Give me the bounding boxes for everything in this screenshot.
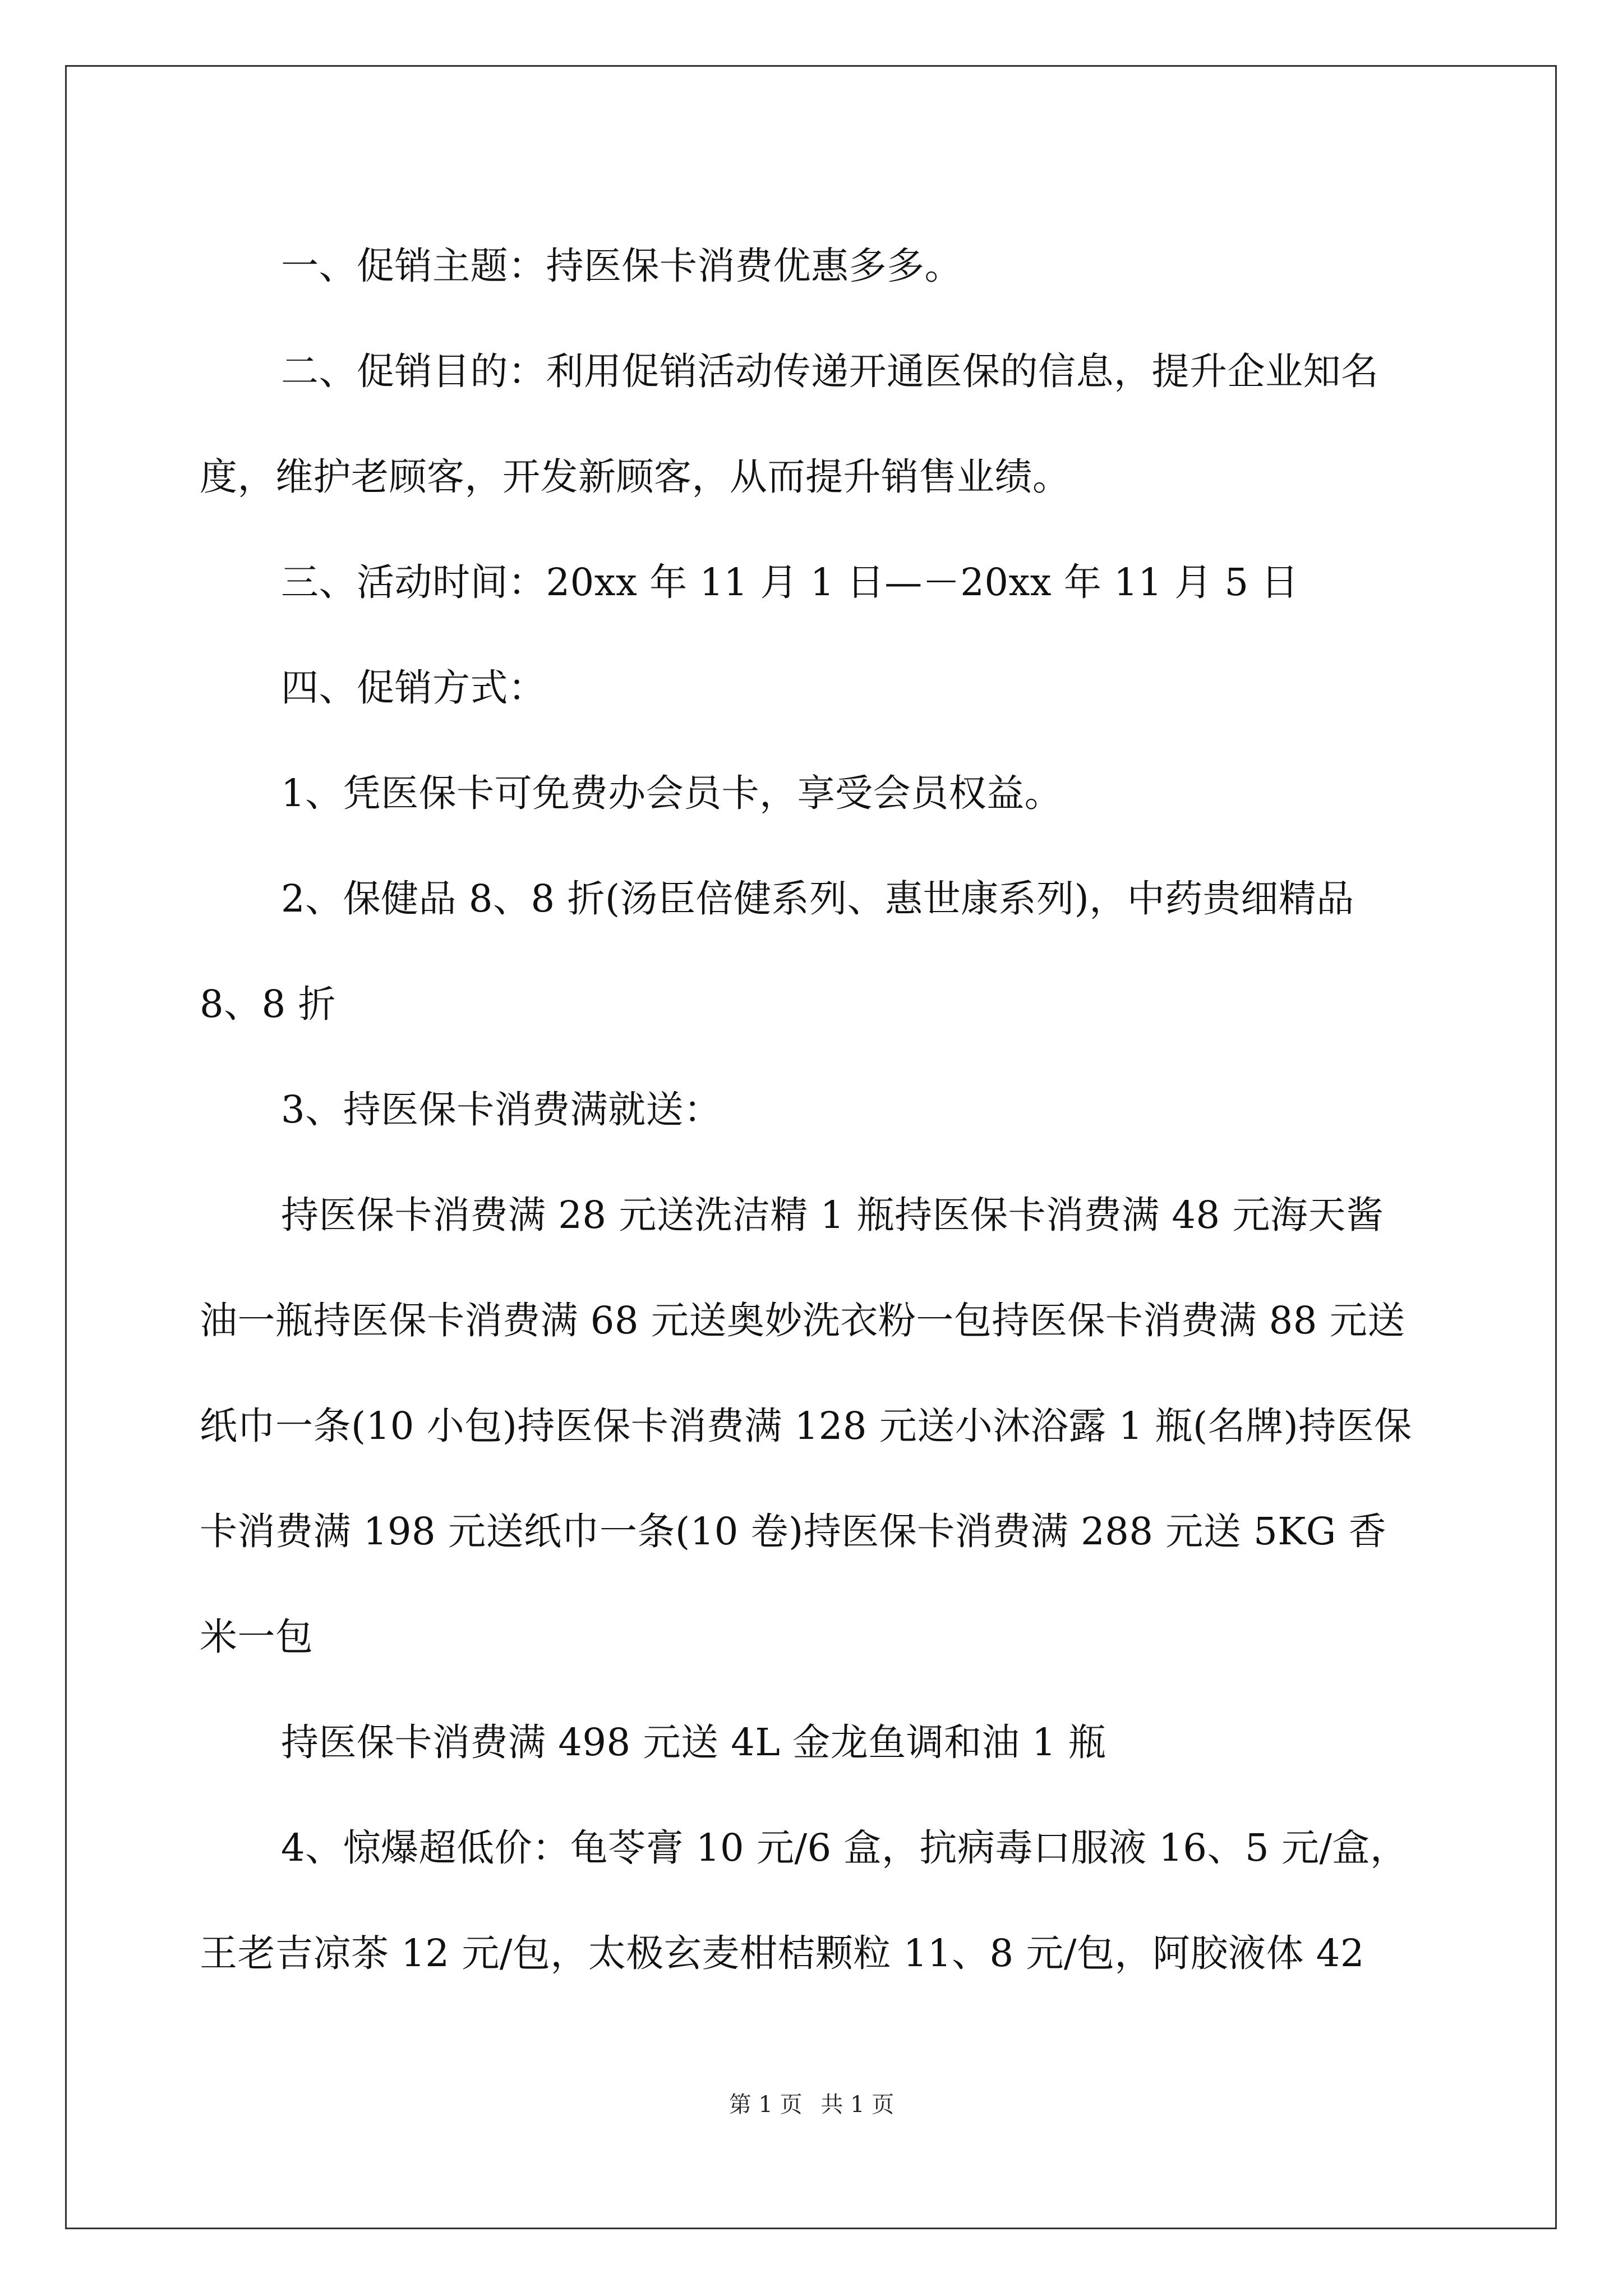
paragraph-gift-tiers: 持医保卡消费满 28 元送洗洁精 1 瓶持医保卡消费满 48 元海天酱油一瓶持医保卡消费满 68 元送奥妙洗衣粉一包持医保卡消费满 88 元送纸巾一条(10 小包)持医保卡消费满 128 元送小沐浴露 1 瓶(名牌)持医保卡消费满 198 元送纸巾一条(10 卷)持医保卡消费满 288 元送 5KG 香米一包 <box>200 1193 1412 1659</box>
page-footer <box>0 2087 1623 2119</box>
paragraph-promo-method-heading: 四、促销方式： <box>281 666 546 710</box>
paragraph-method-4: 4、惊爆超低价：龟苓膏 10 元/6 盒，抗病毒口服液 16、5 元/盒，王老吉凉茶 12 元/包，太极玄麦柑桔颗粒 11、8 元/包，阿胶液体 42 <box>200 1826 1408 1975</box>
paragraph-promo-theme: 一、促销主题：持医保卡消费优惠多多。 <box>281 244 962 288</box>
paragraph-activity-time: 三、活动时间：20xx 年 11 月 1 日—－20xx 年 11 月 5 日 <box>281 560 1299 604</box>
page-number-current: 第 1 页 <box>728 2092 803 2118</box>
paragraph-method-1: 1、凭医保卡可免费办会员卡，享受会员权益。 <box>281 771 1063 815</box>
paragraph-gift-tier-498: 持医保卡消费满 498 元送 4L 金龙鱼调和油 1 瓶 <box>281 1720 1106 1764</box>
document-body <box>200 213 1417 2006</box>
page-number-total: 共 1 页 <box>820 2092 895 2118</box>
paragraph-promo-purpose: 二、促销目的：利用促销活动传递开通医保的信息，提升企业知名度，维护老顾客，开发新顾客，从而提升销售业绩。 <box>200 349 1379 499</box>
paragraph-method-2: 2、保健品 8、8 折(汤臣倍健系列、惠世康系列)，中药贵细精品 8、8 折 <box>200 877 1367 1026</box>
paragraph-method-3: 3、持医保卡消费满就送： <box>281 1088 722 1131</box>
